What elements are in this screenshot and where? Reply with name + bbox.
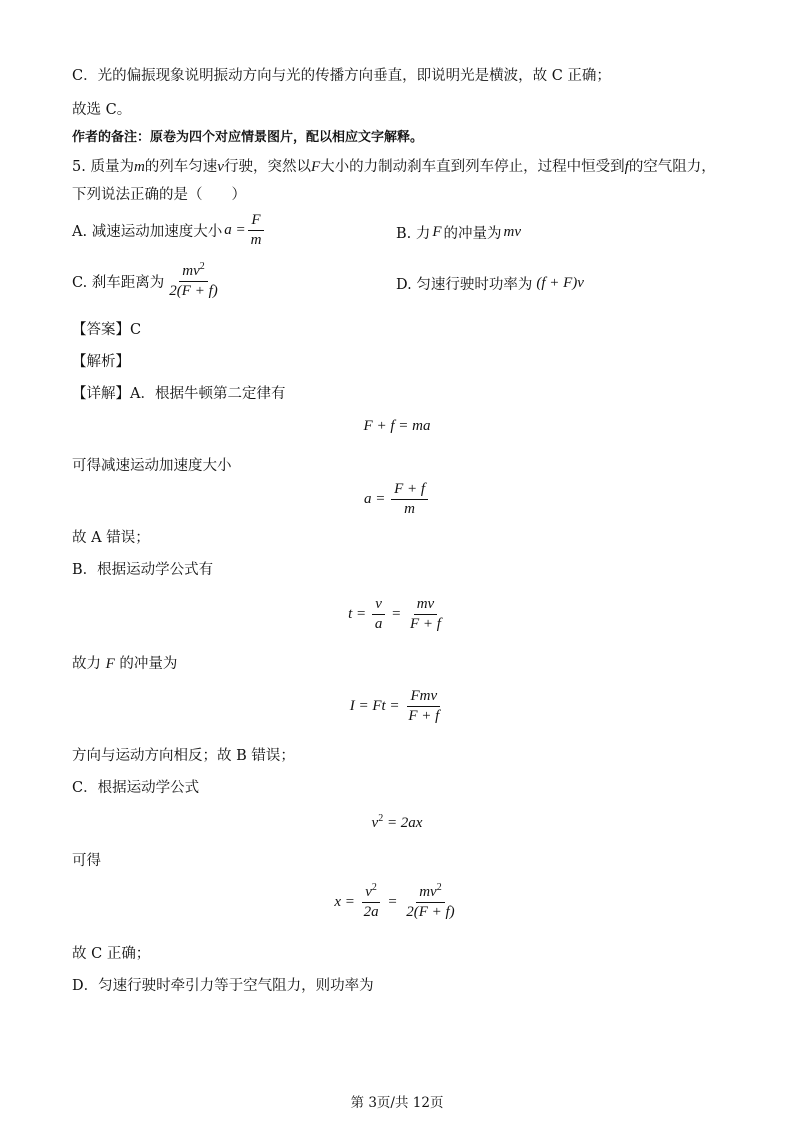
eq-fraction bbox=[361, 884, 382, 921]
option-d-text: D. 匀速行驶时功率为 bbox=[396, 277, 533, 293]
equation-kinematics bbox=[0, 815, 794, 832]
option-a-lhs: a = bbox=[224, 222, 246, 238]
text-line-c: C．根据运动学公式 bbox=[72, 780, 200, 796]
question-text: 行驶，突然以 bbox=[223, 159, 311, 175]
text-line-get: 可得 bbox=[72, 853, 101, 869]
impulse-text: 故力 bbox=[72, 656, 101, 672]
option-b-value: mv bbox=[503, 224, 522, 240]
superscript: 2 bbox=[436, 882, 442, 893]
question-5-line2: 下列说法正确的是（ ） bbox=[72, 187, 246, 203]
analysis-label: 【解析】 bbox=[72, 354, 130, 370]
eq-fraction bbox=[372, 596, 386, 633]
text-line-choose: 故选 C。 bbox=[72, 102, 132, 118]
frac-denominator: 2a bbox=[363, 904, 379, 920]
option-a-text: A. 减速运动加速度大小 bbox=[72, 224, 223, 240]
option-c-text: C. 刹车距离为 bbox=[72, 275, 165, 291]
equation-impulse bbox=[0, 688, 794, 725]
text-line-accel: 可得减速运动加速度大小 bbox=[72, 458, 232, 474]
eq-lhs: I = Ft = bbox=[349, 697, 400, 714]
equation-newton: F + f = ma bbox=[363, 418, 431, 434]
frac-numerator bbox=[362, 884, 380, 903]
question-text: 的列车匀速 bbox=[144, 159, 218, 175]
eq-fraction bbox=[391, 481, 428, 518]
eq-fraction bbox=[407, 596, 444, 633]
option-a-fraction bbox=[248, 212, 265, 249]
frac-numerator: F + f bbox=[391, 481, 428, 500]
frac-denominator: F + f bbox=[408, 708, 440, 724]
var-F: F bbox=[432, 224, 442, 240]
var-F: F bbox=[105, 656, 115, 672]
equation-time bbox=[0, 596, 794, 633]
eq-rhs: = 2ax bbox=[386, 815, 423, 831]
page-footer: 第 3页/共 12页 bbox=[350, 1095, 444, 1111]
eq-fraction bbox=[405, 688, 442, 725]
eq-equals: = bbox=[391, 605, 402, 622]
numerator-text: v bbox=[365, 884, 372, 900]
numerator-text: mv bbox=[419, 884, 437, 900]
var-m: m bbox=[133, 159, 145, 175]
frac-numerator: Fmv bbox=[407, 688, 440, 707]
eq-equals: = bbox=[387, 893, 398, 910]
author-note: 作者的备注：原卷为四个对应情景图片，配以相应文字解释。 bbox=[72, 130, 424, 145]
text-line-b: B．根据运动学公式有 bbox=[72, 562, 214, 578]
option-d-value: (f + F)v bbox=[536, 275, 584, 291]
superscript: 2 bbox=[199, 261, 205, 272]
eq-lhs: a = bbox=[363, 490, 386, 507]
impulse-text: 的冲量为 bbox=[119, 656, 178, 672]
eq-fraction bbox=[403, 884, 457, 921]
superscript: 2 bbox=[371, 882, 377, 893]
frac-denominator: a bbox=[374, 616, 383, 632]
option-b bbox=[396, 222, 521, 243]
option-a bbox=[72, 212, 266, 249]
eq-lhs: x = bbox=[334, 893, 355, 910]
equation-distance bbox=[0, 884, 794, 921]
equation-acceleration bbox=[0, 481, 794, 518]
option-b-text: B. 力 bbox=[396, 226, 431, 242]
numerator-text: mv bbox=[182, 263, 200, 279]
text-line-d: D．匀速行驶时牵引力等于空气阻力，则功率为 bbox=[72, 978, 374, 994]
text-line-c-previous: C．光的偏振现象说明振动方向与光的传播方向垂直，即说明光是横波，故 C 正确； bbox=[72, 68, 611, 84]
frac-numerator: mv bbox=[414, 596, 438, 615]
text-line-impulse bbox=[72, 654, 177, 674]
frac-denominator: F + f bbox=[409, 616, 441, 632]
answer-label: 【答案】C bbox=[72, 322, 142, 338]
superscript: 2 bbox=[378, 813, 384, 824]
question-text: 的空气阻力， bbox=[628, 159, 716, 175]
text-line-c-right: 故 C 正确； bbox=[72, 946, 151, 962]
text-line-a-wrong: 故 A 错误； bbox=[72, 530, 150, 546]
question-text: 质量为 bbox=[90, 159, 134, 175]
eq-lhs: v bbox=[371, 815, 379, 831]
frac-numerator: v bbox=[372, 596, 385, 615]
text-line-b-wrong: 方向与运动方向相反；故 B 错误； bbox=[72, 748, 295, 764]
var-f: f bbox=[624, 159, 629, 175]
frac-numerator bbox=[416, 884, 445, 903]
option-c bbox=[72, 263, 223, 300]
frac-denominator: m bbox=[404, 501, 415, 517]
question-5-line1 bbox=[72, 157, 716, 177]
question-text: 大小的力制动刹车直到列车停止，过程中恒受到 bbox=[320, 159, 625, 175]
var-F: F bbox=[310, 159, 321, 175]
frac-denominator: m bbox=[250, 232, 262, 248]
frac-denominator: 2(F + f) bbox=[406, 904, 455, 920]
eq-lhs: t = bbox=[348, 605, 367, 622]
option-b-text: 的冲量为 bbox=[443, 226, 502, 242]
option-c-fraction bbox=[166, 263, 220, 300]
option-d bbox=[396, 273, 584, 294]
frac-numerator bbox=[179, 263, 208, 282]
var-v: v bbox=[217, 159, 224, 175]
question-number: 5. bbox=[72, 159, 86, 175]
frac-numerator: F bbox=[248, 212, 263, 231]
detail-label: 【详解】A．根据牛顿第二定律有 bbox=[72, 386, 286, 402]
frac-denominator: 2(F + f) bbox=[169, 283, 218, 299]
